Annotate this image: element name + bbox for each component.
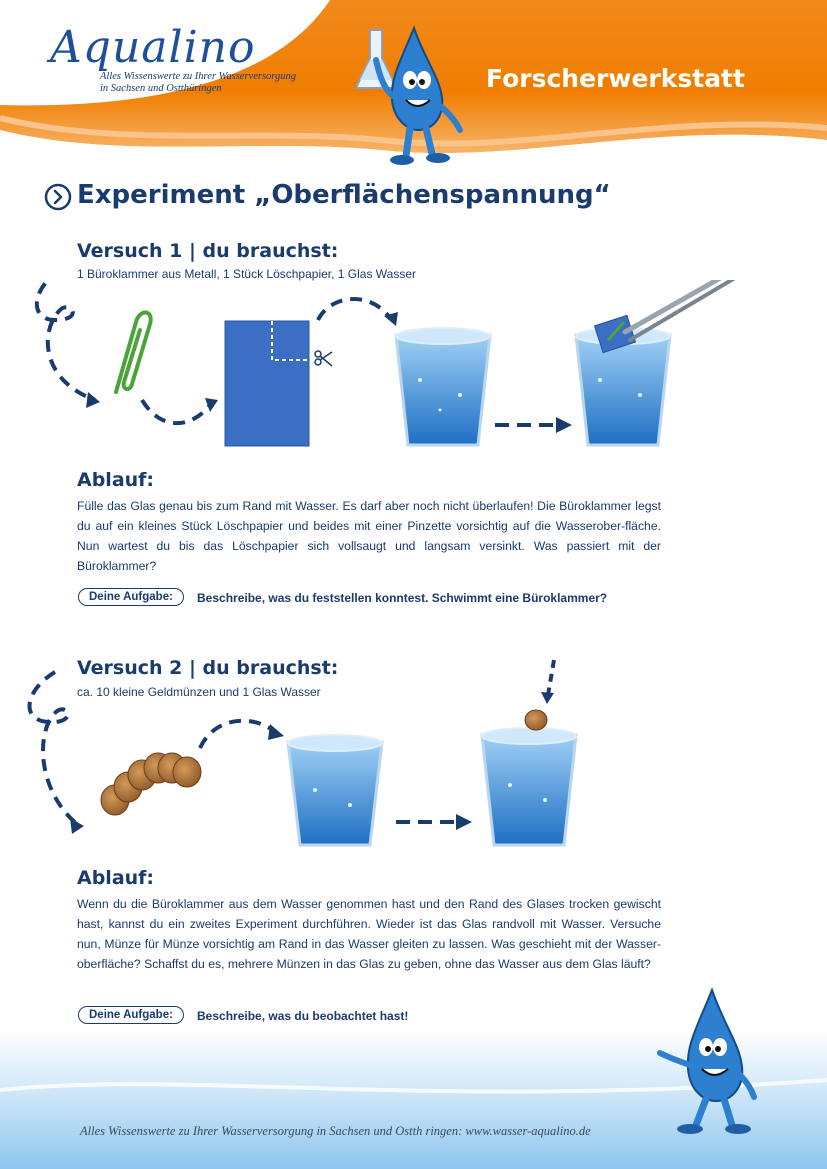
water-drop-mascot-icon [352,18,464,168]
glass-icon [396,328,490,445]
footer-text: Alles Wissenswerte zu Ihrer Wasserversorgung in Sachsen und Ostth ringen: www.wasser-aqualino.de [80,1124,591,1138]
versuch1-ablauf-heading: Ablauf: [77,469,155,491]
coin-icon [525,710,547,730]
versuch1-materials: 1 Büroklammer aus Metall, 1 Stück Löschpapier, 1 Glas Wasser [77,267,417,281]
blotting-paper [225,321,309,446]
glass-icon [288,735,382,845]
versuch2-illustration [0,655,827,855]
versuch2-materials: ca. 10 kleine Geldmünzen und 1 Glas Wasser [77,685,321,699]
coin-icon [101,753,201,815]
chevron-circle-icon [44,183,72,211]
versuch1-heading: Versuch 1 | du brauchst: [77,240,339,262]
versuch1-ablauf-text: Fülle das Glas genau bis zum Rand mit Wasser. Es darf aber noch nicht überlaufen! Die Büroklammer legst du auf ein kleines Stück Löschpapier und beides mit einer Pinzette vorsichtig auf die Wasserober-fläche. Nun wartest du bis das Löschpapier sich vollsaugt und langsam versinkt. Was passiert mit der Büroklammer? [77,499,661,573]
page-title: Experiment „Oberflächenspannung“ [77,180,611,210]
versuch1-task-label: Deine Aufgabe: [78,588,184,606]
logo-tagline [100,71,310,95]
versuch2-ablauf-heading: Ablauf: [77,867,155,889]
scissors-icon [315,351,332,366]
logo-tagline-line-2: in Sachsen und Ostthüringen [100,83,222,94]
versuch1-illustration [0,280,827,455]
versuch2-heading: Versuch 2 | du brauchst: [77,657,339,679]
water-drop-mascot-icon [650,985,770,1135]
glass-icon [482,728,576,845]
header-title: Forscherwerkstatt [486,64,745,93]
versuch2-ablauf-text: Wenn du die Büroklammer aus dem Wasser genommen hast und den Rand des Glases trocken gewischt hast, kannst du ein zweites Experiment durchführen. Wieder ist das Glas randvoll mit Wasser. Versuche nun, Münze für Münze vorsichtig am Rand in das Wasser gleiten zu lassen. Was geschieht mit der Wasser-oberfläche? Schaffst du es, mehrere Münzen in das Glas zu geben, ohne das Wasser aus dem Glas läuft? [77,897,661,971]
versuch2-task-label: Deine Aufgabe: [78,1006,184,1024]
logo-tagline-line-1: Alles Wissenswerte zu Ihrer Wasserversorgung [100,71,296,82]
dashed-arrow-icon [37,280,100,408]
versuch1-task-text: Beschreibe, was du feststellen konntest. Schwimmt eine Büroklammer? [197,591,608,605]
dashed-arrow-icon [30,672,84,834]
paperclip-icon [116,312,151,392]
logo: Aqualino [50,22,256,73]
tweezers-icon [625,280,740,340]
versuch2-task-text: Beschreibe, was du beobachtet hast! [197,1009,409,1023]
